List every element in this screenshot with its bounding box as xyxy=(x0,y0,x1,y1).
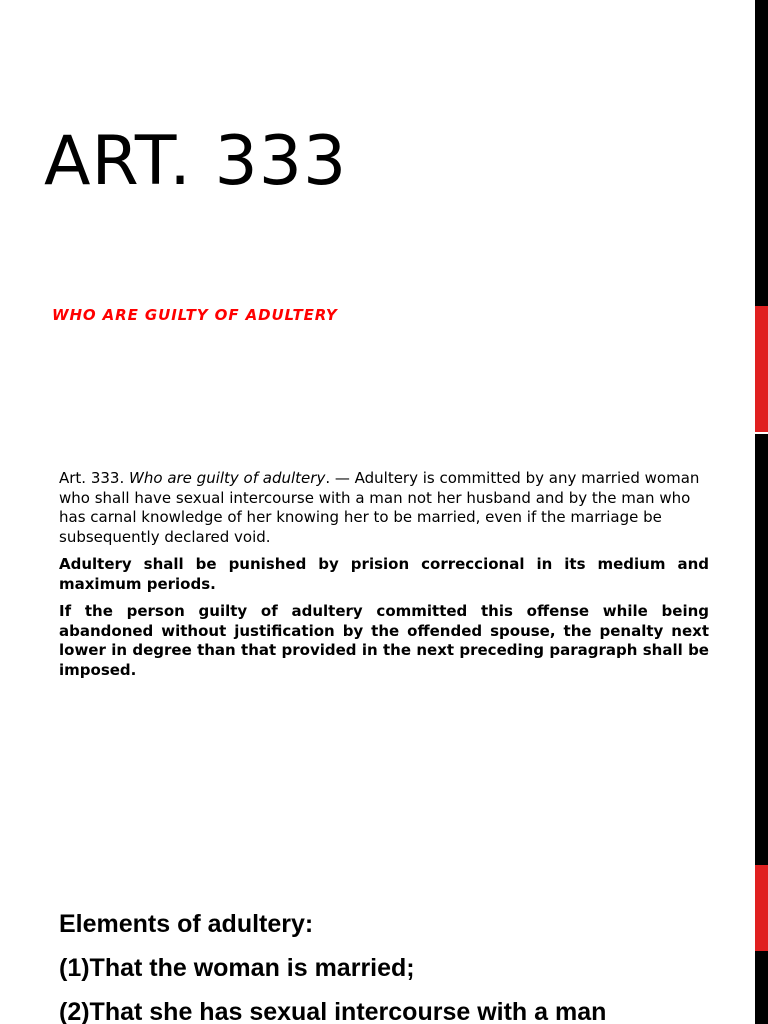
article-paragraph-1 xyxy=(59,469,709,547)
elements-list xyxy=(59,902,749,1024)
article-paragraph-2: Adultery shall be punished by prision correccional in its medium and maximum periods. xyxy=(59,555,709,593)
article-definition: . — Adultery is committed by any married woman who shall have sexual intercourse with a man not her husband and by the man who has carnal knowledge of her knowing her to be married, even if the marriage be subsequently declared void. xyxy=(59,469,700,546)
right-edge-accent-upper xyxy=(755,306,768,433)
article-heading: Who are guilty of adultery xyxy=(129,469,326,487)
article-text xyxy=(59,469,709,688)
slide-subtitle: WHO ARE GUILTY OF ADULTERY xyxy=(52,306,338,324)
element-item: (1)That the woman is married; xyxy=(59,954,415,982)
right-edge-accent-lower xyxy=(755,865,768,951)
right-edge-separator xyxy=(755,432,768,434)
article-paragraph-3: If the person guilty of adultery committed this offense while being abandoned without justification by the offended spouse, the penalty next lower in degree than that provided in the next preceding paragraph shall be imposed. xyxy=(59,602,709,679)
article-prefix: Art. 333. xyxy=(59,469,125,487)
element-item: (2)That she has sexual intercourse with a man xyxy=(59,998,607,1024)
elements-heading: Elements of adultery: xyxy=(59,910,314,938)
slide-title: ART. 333 xyxy=(44,122,348,201)
